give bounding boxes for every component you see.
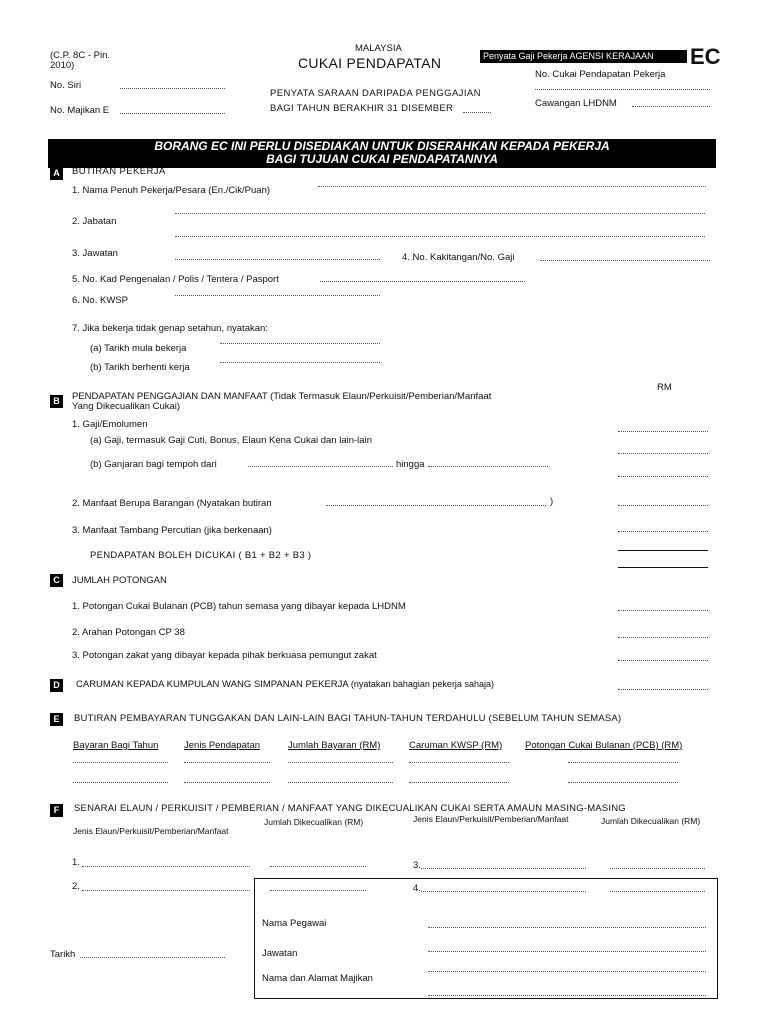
f-row1-type[interactable] xyxy=(82,866,250,867)
e-row2-pcb[interactable] xyxy=(568,782,678,783)
a3-field[interactable] xyxy=(175,259,380,260)
f-col-type-left: Jenis Elaun/Perkuisit/Pemberian/Manfaat xyxy=(73,826,229,836)
a1-label: 1. Nama Penuh Pekerja/Pesara (En./Cik/Puan) xyxy=(72,185,271,196)
a7a-label: (a) Tarikh mula bekerja xyxy=(90,343,187,354)
serial-no-field[interactable] xyxy=(120,88,225,89)
form-ref-line1: (C.P. 8C - Pin. xyxy=(50,50,111,61)
b1-field[interactable] xyxy=(618,431,708,432)
a5-label: 5. No. Kad Pengenalan / Polis / Tentera / Pasport xyxy=(72,274,279,285)
f-row1-amount[interactable] xyxy=(270,866,366,867)
section-b-title-line2: Yang Dikecualikan Cukai) xyxy=(72,401,181,412)
b2-details-field[interactable] xyxy=(326,505,546,506)
b3-label: 3. Manfaat Tambang Percutian (jika berkenaan) xyxy=(72,525,272,536)
f-col-type-right: Jenis Elaun/Perkuisit/Pemberian/Manfaat xyxy=(413,814,569,824)
tax-no-label: No. Cukai Pendapatan Pekerja xyxy=(535,69,666,80)
f-row3-amount[interactable] xyxy=(610,868,705,869)
a2-field[interactable] xyxy=(175,236,705,237)
f-row2-num: 2. xyxy=(72,881,80,892)
b3-amount-field[interactable] xyxy=(618,531,708,532)
e-col-income-type: Jenis Pendapatan xyxy=(184,740,261,751)
b2-amount-field[interactable] xyxy=(618,505,708,506)
f-row3-num: 3. xyxy=(413,860,421,871)
officer-position-label: Jawatan xyxy=(262,948,298,959)
officer-name-field[interactable] xyxy=(428,927,706,928)
b2-label: 2. Manfaat Berupa Barangan (Nyatakan butiran xyxy=(72,498,272,509)
section-e-title: BUTIRAN PEMBAYARAN TUNGGAKAN DAN LAIN-LAIN BAGI TAHUN-TAHUN TERDAHULU (SEBELUM TAHUN SEMASA) xyxy=(74,713,622,724)
form-title: CUKAI PENDAPATAN xyxy=(298,55,442,71)
c2-field[interactable] xyxy=(618,637,708,638)
a3-label: 3. Jawatan xyxy=(72,248,118,259)
f-col-amount-right: Jumlah Dikecualikan (RM) xyxy=(601,816,701,826)
c1-field[interactable] xyxy=(618,610,708,611)
employer-no-field[interactable] xyxy=(120,113,225,114)
a1-field-line2[interactable] xyxy=(175,213,705,214)
f-row1-num: 1. xyxy=(72,857,80,868)
branch-label: Cawangan LHDNM xyxy=(535,98,617,109)
e-row1-year[interactable] xyxy=(73,762,168,763)
banner-line1: BORANG EC INI PERLU DISEDIAKAN UNTUK DISERAHKAN KEPADA PEKERJA xyxy=(154,139,610,153)
form-code: EC xyxy=(690,44,721,69)
c1-label: 1. Potongan Cukai Bulanan (PCB) tahun semasa yang dibayar kepada LHDNM xyxy=(72,601,406,612)
a2-label: 2. Jabatan xyxy=(72,216,117,227)
form-type-box: Penyata Gaji Pekerja AGENSI KERAJAAN xyxy=(480,50,687,63)
section-d-marker: D xyxy=(50,679,63,692)
e-row1-pcb[interactable] xyxy=(568,762,678,763)
year-field[interactable] xyxy=(463,112,491,113)
f-row4-num: 4. xyxy=(413,883,421,894)
b1b-to-field[interactable] xyxy=(428,466,548,467)
serial-no-label: No. Siri xyxy=(50,80,82,91)
a6-label: 6. No. KWSP xyxy=(72,295,128,306)
tax-no-field[interactable] xyxy=(535,89,710,90)
a7a-field[interactable] xyxy=(220,343,380,344)
e-col-pcb: Potongan Cukai Bulanan (PCB) (RM) xyxy=(525,740,683,751)
section-c-marker: C xyxy=(50,574,63,587)
date-field[interactable] xyxy=(80,957,225,958)
a7b-field[interactable] xyxy=(220,362,380,363)
a7b-label: (b) Tarikh berhenti kerja xyxy=(90,362,190,373)
b1a-field[interactable] xyxy=(618,453,708,454)
section-f-title: SENARAI ELAUN / PERKUISIT / PEMBERIAN / MANFAAT YANG DIKECUALIKAN CUKAI SERTA AMAUN MASING-MASING xyxy=(74,803,626,814)
subtitle: PENYATA SARAAN DARIPADA PENGGAJIAN xyxy=(270,88,481,99)
b1a-label: (a) Gaji, termasuk Gaji Cuti, Bonus, Elaun Kena Cukai dan lain-lain xyxy=(90,435,372,446)
f-row2-type[interactable] xyxy=(82,890,250,891)
section-d-title-main: CARUMAN KEPADA KUMPULAN WANG SIMPANAN PEKERJA xyxy=(76,679,349,690)
a1-field[interactable] xyxy=(318,186,706,187)
taxable-income-top-rule xyxy=(618,550,708,551)
employer-label: Nama dan Alamat Majikan xyxy=(262,973,373,984)
b1b-from-field[interactable] xyxy=(248,466,393,467)
a6-field[interactable] xyxy=(175,295,380,296)
e-row2-amount[interactable] xyxy=(288,782,393,783)
employer-field-line2[interactable] xyxy=(428,995,706,996)
section-a-marker: A xyxy=(50,167,63,180)
section-d-title xyxy=(76,679,494,690)
e-col-kwsp: Caruman KWSP (RM) xyxy=(409,740,503,751)
a5-field[interactable] xyxy=(320,281,525,282)
b1b-to-label: hingga xyxy=(396,459,425,470)
e-row1-amount[interactable] xyxy=(288,762,393,763)
e-col-amount: Jumlah Bayaran (RM) xyxy=(288,740,381,751)
date-label: Tarikh xyxy=(50,949,76,960)
c2-label: 2. Arahan Potongan CP 38 xyxy=(72,627,185,638)
employer-field-line1[interactable] xyxy=(428,971,706,972)
officer-name-label: Nama Pegawai xyxy=(262,918,327,929)
country-label: MALAYSIA xyxy=(355,43,402,54)
a4-field[interactable] xyxy=(540,260,710,261)
instruction-banner xyxy=(48,139,716,168)
b1b-amount-field[interactable] xyxy=(618,476,708,477)
d-field[interactable] xyxy=(618,689,708,690)
section-b-title-line1: PENDAPATAN PENGGAJIAN DAN MANFAAT (Tidak Termasuk Elaun/Perkuisit/Pemberian/Manfaat xyxy=(72,391,492,402)
branch-field[interactable] xyxy=(632,106,710,107)
section-d-note: (nyatakan bahagian pekerja sahaja) xyxy=(350,679,494,689)
year-line: BAGI TAHUN BERAKHIR 31 DISEMBER xyxy=(270,103,454,114)
section-c-title: JUMLAH POTONGAN xyxy=(72,575,167,586)
banner-line2: BAGI TUJUAN CUKAI PENDAPATANNYA xyxy=(266,152,498,166)
b1-label: 1. Gaji/Emolumen xyxy=(72,419,148,430)
section-b-marker: B xyxy=(50,395,63,408)
taxable-income-field[interactable] xyxy=(618,567,708,568)
e-row2-type[interactable] xyxy=(184,782,270,783)
section-e-marker: E xyxy=(50,713,63,726)
c3-label: 3. Potongan zakat yang dibayar kepada pihak berkuasa pemungut zakat xyxy=(72,650,377,661)
b1b-label: (b) Ganjaran bagi tempoh dari xyxy=(90,459,217,470)
a7-label: 7. Jika bekerja tidak genap setahun, nyatakan: xyxy=(72,323,268,334)
b2-close-paren: ) xyxy=(550,496,554,507)
form-ref-line2: 2010) xyxy=(50,60,75,71)
section-a-title: BUTIRAN PEKERJA xyxy=(72,166,166,177)
f-col-amount-left: Jumlah Dikecualikan (RM) xyxy=(264,817,364,827)
e-row2-year[interactable] xyxy=(73,782,168,783)
e-col-year: Bayaran Bagi Tahun xyxy=(73,740,159,751)
e-row1-kwsp[interactable] xyxy=(409,762,509,763)
a4-label: 4. No. Kakitangan/No. Gaji xyxy=(402,252,515,263)
section-f-marker: F xyxy=(50,804,63,817)
employer-no-label: No. Majikan E xyxy=(50,105,110,116)
e-row1-type[interactable] xyxy=(184,762,270,763)
e-row2-kwsp[interactable] xyxy=(409,782,509,783)
taxable-income-label: PENDAPATAN BOLEH DICUKAI ( B1 + B2 + B3 ) xyxy=(90,550,312,561)
f-row3-type[interactable] xyxy=(421,868,586,869)
c3-field[interactable] xyxy=(618,660,708,661)
officer-position-field[interactable] xyxy=(428,951,706,952)
rm-header: RM xyxy=(657,382,672,393)
